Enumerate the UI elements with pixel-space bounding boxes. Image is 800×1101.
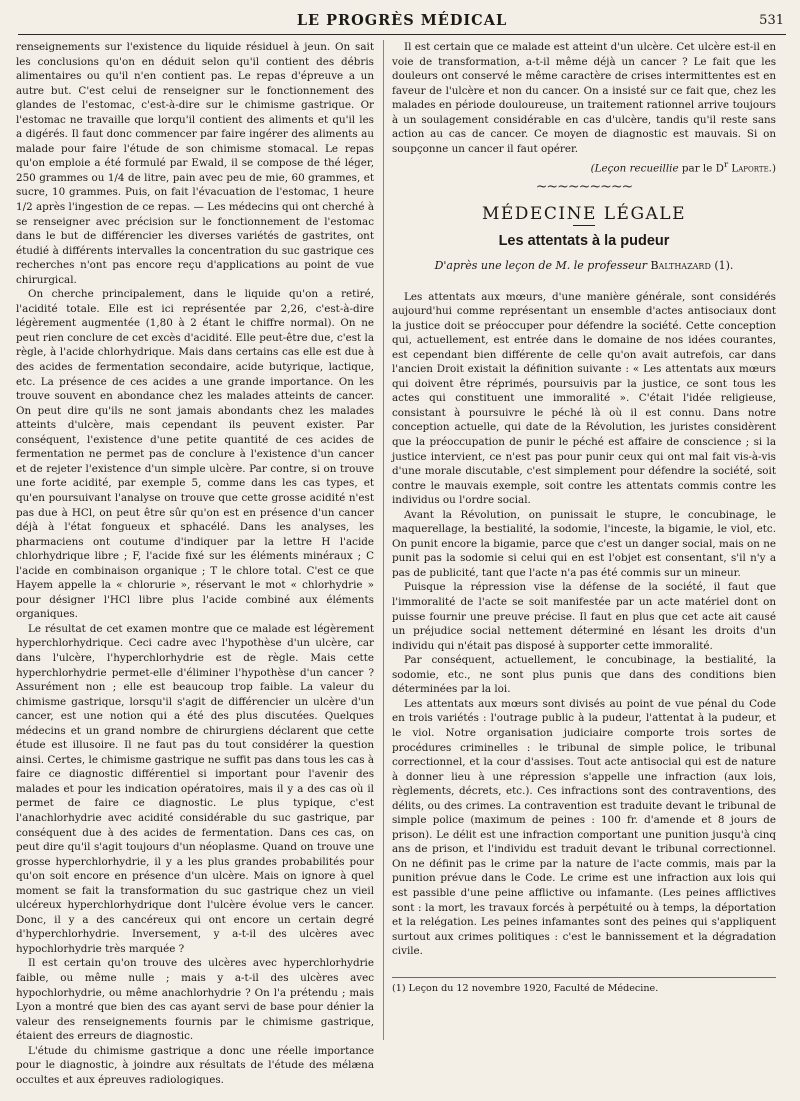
left-paragraph-5: L'étude du chimisme gastrique a donc une réelle importance pour le diagnostic, à joindre aux résultats de l'étude des mélæna occultes et aux épreuves radiologiques.	[16, 1044, 374, 1086]
byline-name: Balthazard (1).	[650, 259, 734, 272]
left-paragraph-1: renseignements sur l'existence du liquide résiduel à jeun. On sait les conclusions qu'on en déduit selon qu'il contient des débris alimentaires ou qu'il n'en contient pas. Le repas d'épreuve a un autre but. C'est celui de renseigner sur le fonctionnement des glandes de l'estomac, c'est-à-dire sur le chimisme gastrique. Or l'estomac ne travaille que lorqu'il contient des aliments et qu'il les a digérés. Il faut donc commencer par faire ingérer des aliments au malade pour faire l'étude de son chimisme stomacal. Le repas qu'on emploie a été formulé par Ewald, il se compose de thé léger, 250 grammes ou 1/4 de litre, pain avec peu de mie, 60 grammes, et sucre, 10 grammes. Puis, on fait l'évacuation de l'estomac, 1 heure 1/2 après l'ingestion de ce repas. — Les médecins qui ont cherché à se renseigner avec précision sur le fonctionnement de l'estomac dans le but de différencier les diverses variétés de gastrites, ont étudié à différents intervalles la concentration du suc gastrique ces recherches n'ont pas encore reçu d'applications au point de vue chirurgical.	[16, 41, 374, 286]
byline-prefix: D'après une leçon de M. le professeur	[434, 259, 647, 272]
lesson-signature	[392, 158, 776, 176]
title-dash	[573, 225, 595, 226]
footnote: (1) Leçon du 12 novembre 1920, Faculté de Médecine.	[392, 982, 659, 994]
article-byline	[392, 259, 776, 274]
journal-title: LE PROGRÈS MÉDICAL	[296, 12, 508, 29]
article-title: Les attentats à la pudeur	[498, 233, 670, 250]
running-header	[18, 10, 786, 35]
right-paragraph-6: Les attentats aux mœurs sont divisés au point de vue pénal du Code en trois variétés : l'outrage public à la pudeur, l'attentat à la pudeur, et le viol. Notre organisation judiciaire comporte trois sortes de procédures criminelles : le tribunal de simple police, le tribunal correctionnel, et la cour d'assises. Tout acte antisocial qui est de nature à donner lieu à une répression s'appelle une infraction (aux lois, règlements, décrets, etc.). Ces infractions sont des contraventions, des délits, ou des crimes. La contravention est traduite devant le tribunal de simple police (maximum de peines : 100 fr. d'amende et 8 jours de prison). Le délit est une infraction comportant une punition jusqu'à cinq ans de prison, et l'individu est traduit devant le tribunal correctionnel. On ne définit pas le crime par la nature de l'acte commis, mais par la punition prévue dans le Code. Le crime est une infraction aux lois qui est passible d'une peine afflictive ou infamante. (Les peines afflictives sont : la mort, les travaux forcés à perpétuité ou à temps, la déportation et la relégation. Les peines infamantes sont des peines qui s'appliquent surtout aux crimes politiques : c'est le bannissement et la dégradation civile.	[392, 697, 776, 958]
signature-name: Laporte.)	[731, 162, 776, 175]
left-paragraph-3: Le résultat de cet examen montre que ce malade est légèrement hyperchlorhydrique. Ceci cadre avec l'hypothèse d'un ulcère, car dans l'ulcère, l'hyperchlorhydrie est de règle. Mais cette hyperchlorhydrie permet-elle d'éliminer l'hypothèse d'un cancer ? Assurément non ; elle est beaucoup trop faible. La valeur du chimisme gastrique, lorsqu'il s'agit de différencier un ulcère d'un cancer, est une notion qui a été des plus discutées. Quelques médecins et un grand nombre de chirurgiens déclarent que cette étude est illusoire. Il ne faut pas du tout considérer la question ainsi. Certes, le chimisme gastrique ne suffit pas dans tous les cas à faire ce diagnostic différentiel si important pour l'avenir des malades et pour les indication opératoires, mais il y a des cas où il permet de faire ce diagnostic. Le plus typique, c'est l'anachlorhydrie avec acidité considérable du suc gastrique, par conséquent due à des acides de fermentation. Dans ces cas, on peut dire qu'il s'agit toujours d'un néoplasme. Quand on trouve une grosse hyperchlorhydrie, il y a les plus grandes probabilités pour qu'on soit encore en présence d'un ulcère. Mais on ignore à quel moment se fait la transformation du suc gastrique chez un vieil ulcéreux hyperchlorhydrique dont l'ulcère évolue vers le cancer. Donc, il y a des cancéreux qui ont encore un certain degré d'hyperchlorhydrie. Inversement, y a-t-il des ulcères avec hypochlorhydrie très marquée ?	[16, 622, 374, 955]
left-paragraph-2: On cherche principalement, dans le liquide qu'on a retiré, l'acidité totale. Elle est ici représentée par 2,26, c'est-à-dire légèrement augmentée (1,80 à 2 étant le chiffre normal). On ne peut rien conclure de cet excès d'acidité. Elle peut-être due, c'est la règle, à l'acide chlorhydrique. Mais dans certains cas elle est due à des acides de fermentation secondaire, acide butyrique, lactique, etc. La présence de ces acides a une grande importance. On les trouve souvent en abondance chez les malades atteints de cancer. On peut dire qu'ils ne sont jamais abondants chez les malades atteints d'ulcère, mais cependant ils peuvent exister. Par conséquent, l'existence d'une petite quantité de ces acides de fermentation ne permet pas de conclure à l'existence d'un cancer et de rejeter l'existence d'un simple ulcère. Par contre, si on trouve une forte acidité, par exemple 5, comme dans les cas types, et qu'en poursuivant l'analyse on trouve que cette grosse acidité n'est pas due à HCl, on peut être sûr qu'on est en présence d'un cancer déjà à l'état fongueux et sphacélé. Dans les analyses, les pharmaciens ont coutume d'indiquer par la lettre H l'acide chlorhydrique libre ; F, l'acide fixé sur les éléments minéraux ; C l'acide en combinaison organique ; T le chlore total. C'est ce que Hayem appelle la « chlorurie », réservant le mot « chlorhydrie » pour désigner l'HCl libre plus l'acide combiné aux éléments organiques.	[16, 288, 374, 621]
signature-prefix: (Leçon recueillie	[590, 162, 679, 175]
right-paragraph-2: Les attentats aux mœurs, d'une manière générale, sont considérés aujourd'hui comme représentant un ensemble d'actes antisociaux dont la justice doit se préoccuper pour défendre la société. Cette conception qui, actuellement, est entrée dans le domaine de nos idées courantes, est cependant bien différente de celle qu'on avait autrefois, car dans l'ancien Droit existait la définition suivante : « Les attentats aux mœurs qui doivent être réprimés, poursuivis par la justice, ce sont tous les actes qui constituent une immoralité ». C'était l'idée religieuse, consistant à poursuivre le péché là où il est connu. Dans notre conception actuelle, qui date de la Révolution, les juristes considèrent que la préoccupation de punir le péché est affaire de conscience ; si la justice intervient, ce n'est pas pour punir ceux qui ont mal fait vis-à-vis d'une morale discutable, c'est simplement pour défendre la société, soit contre le mauvais exemple, soit contre les attentats commis contre les individus ou l'ordre social.	[392, 290, 776, 507]
signature-sup: r	[723, 160, 729, 171]
signature-by: par le D	[681, 162, 724, 175]
right-paragraph-1: Il est certain que ce malade est atteint d'un ulcère. Cet ulcère est-il en voie de transformation, a-t-il même déjà un cancer ? Le fait que les douleurs ont conservé le même caractère de crises intermittentes est en faveur de l'ulcère et non du cancer. On a insisté sur ce fait que, chez les malades en période douloureuse, un traitement rationnel arrive toujours à un soulagement considérable en cas d'ulcère, tandis qu'il reste sans action au cas de cancer. Ce moyen de diagnostic est mauvais. Si on soupçonne un cancer il faut opérer.	[392, 41, 776, 155]
right-column	[392, 40, 776, 996]
ornamental-divider: ~~~~~~~~~	[535, 179, 633, 196]
footnote-rule	[392, 977, 776, 978]
column-divider	[383, 40, 384, 1040]
right-paragraph-3: Avant la Révolution, on punissait le stupre, le concubinage, le maquerellage, la bestialité, la sodomie, l'inceste, la bigamie, le viol, etc. On punit encore la bigamie, parce que c'est un danger social, mais on ne punit pas la sodomie si celui qui en est l'objet est consentant, s'il n'y a pas de publicité, tant que l'acte n'a pas été commis sur un mineur.	[392, 508, 776, 579]
right-paragraph-4: Puisque la répression vise la défense de la société, il faut que l'immoralité de l'acte se soit manifestée par un acte matériel dont on puisse fournir une preuve précise. Il faut en plus que cet acte ait causé un préjudice social nettement déterminé en lésant les droits d'un individu qui n'était pas disposé à supporter cette immoralité.	[392, 581, 776, 652]
left-column	[16, 40, 374, 1087]
section-title: MÉDECINE LÉGALE	[481, 203, 687, 224]
page-number: 531	[759, 13, 784, 28]
left-paragraph-4: Il est certain qu'on trouve des ulcères avec hyperchlorhydrie faible, ou même nulle ; mais y a-t-il des ulcères avec hypochlorhydrie, ou même anachlorhydrie ? On l'a prétendu ; mais Lyon a montré que bien des cas ayant servi de base pour dénier la valeur des renseignements fournis par le chimisme gastrique, étaient des erreurs de diagnostic.	[16, 957, 374, 1043]
right-paragraph-5: Par conséquent, actuellement, le concubinage, la bestialité, la sodomie, etc., ne sont plus punis que dans des conditions bien déterminées par la loi.	[392, 654, 776, 696]
